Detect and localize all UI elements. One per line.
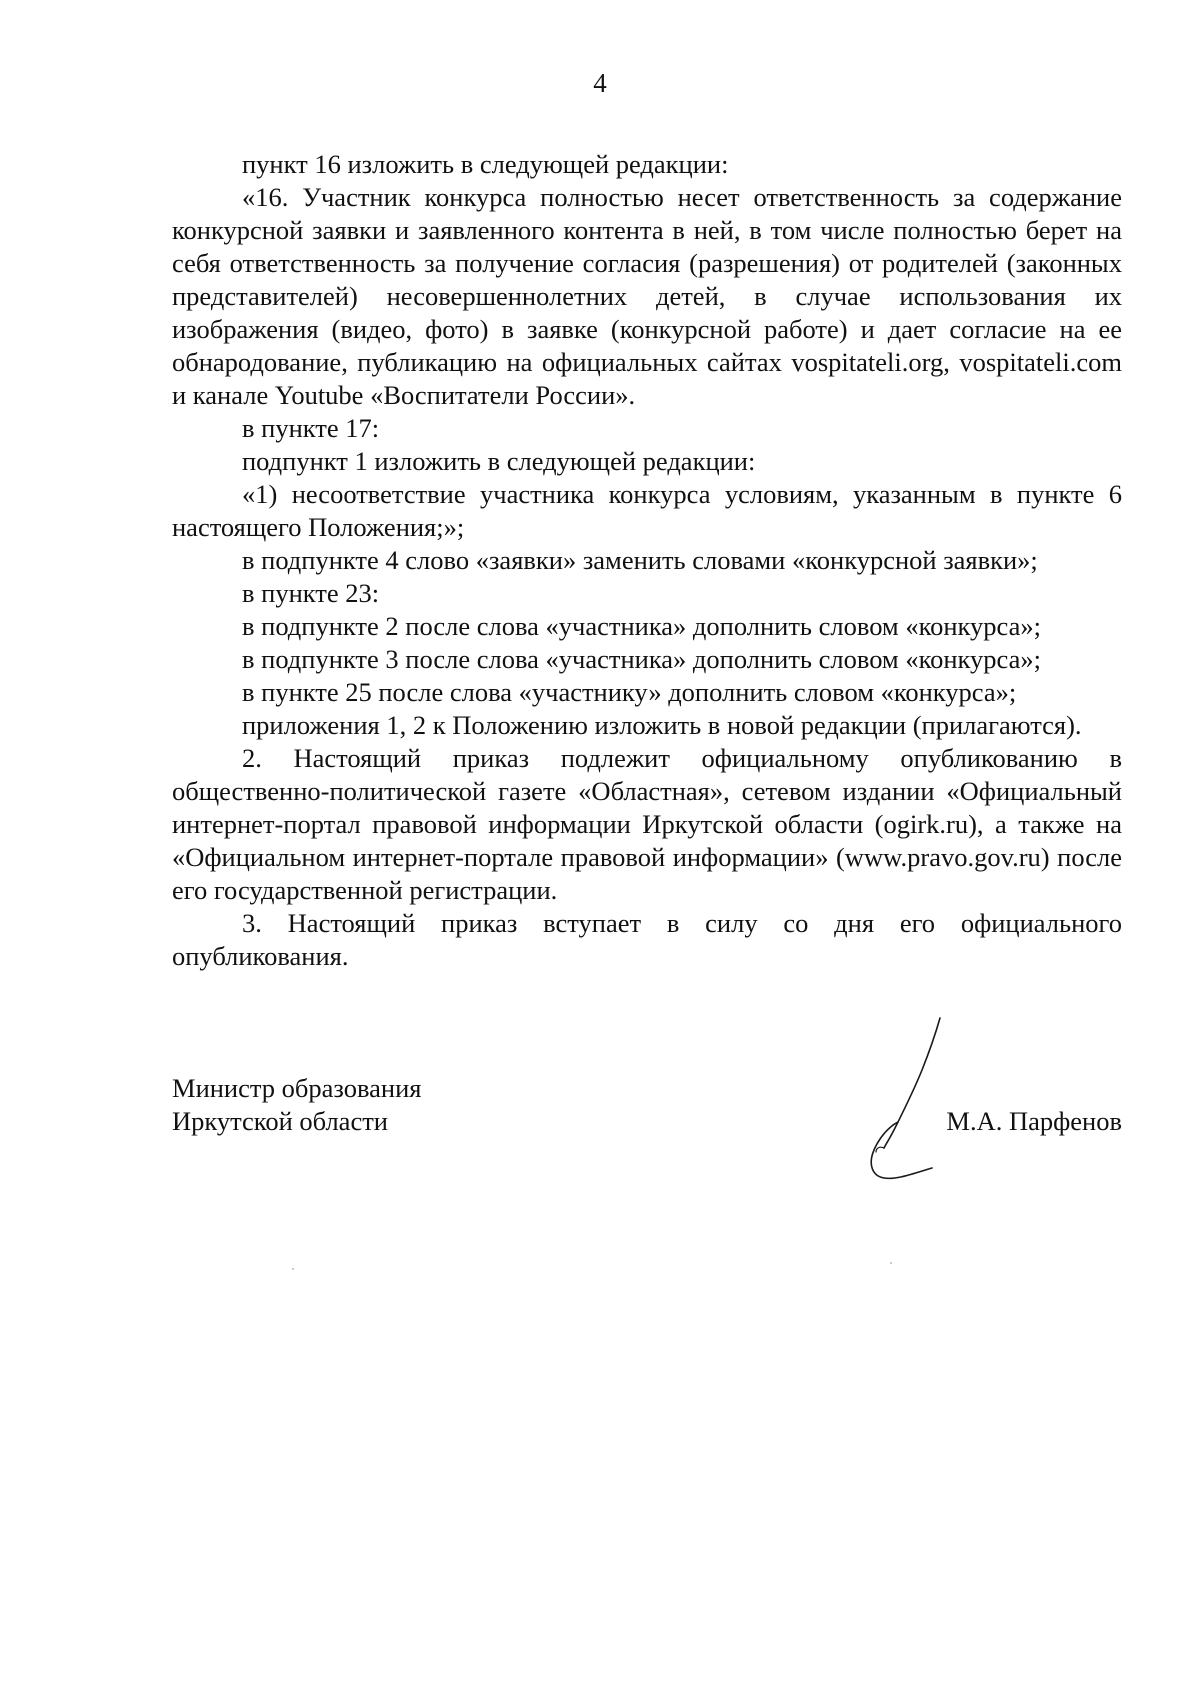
signer-name: М.А. Парфенов <box>946 1106 1122 1136</box>
paragraph-item23-intro: в пункте 23: <box>242 578 380 608</box>
paragraph-appendices: приложения 1, 2 к Положению изложить в новой редакции (прилагаются). <box>242 710 1082 740</box>
paragraph-item17-intro: в пункте 17: <box>242 413 380 443</box>
paragraph-publication: 2. Настоящий приказ подлежит официальному опубликованию в общественно-политической газете «Областная», сетевом издании «Официальный интернет-портал правовой информации Иркутской области (ogirk.ru), а также на «Официальном интернет-портале правовой информации» (www.pravo.gov.ru) после его государственной регистрации. <box>172 743 1122 905</box>
signature-block <box>172 1072 1122 1212</box>
handwritten-signature <box>840 1010 960 1190</box>
signer-title <box>172 1072 421 1138</box>
paragraph-subitem1-intro: подпункт 1 изложить в следующей редакции: <box>242 446 756 476</box>
paragraph-subitem3-change: в подпункте 3 после слова «участника» дополнить словом «конкурса»; <box>242 644 1041 674</box>
paragraph-item16-intro: пункт 16 изложить в следующей редакции: <box>242 149 729 179</box>
scan-speck <box>890 1262 892 1264</box>
paragraph-effective-date: 3. Настоящий приказ вступает в силу со дня его официального опубликования. <box>172 908 1122 971</box>
signer-title-line2: Иркутской области <box>172 1106 388 1136</box>
page-number: 4 <box>593 68 607 98</box>
scan-speck <box>292 1268 294 1270</box>
signer-title-line1: Министр образования <box>172 1073 422 1103</box>
paragraph-subitem4-change: в подпункте 4 слово «заявки» заменить словами «конкурсной заявки»; <box>242 545 1038 575</box>
paragraph-subitem1-text: «1) несоответствие участника конкурса условиям, указанным в пункте 6 настоящего Положения;»; <box>172 479 1122 542</box>
paragraph-subitem2-change: в подпункте 2 после слова «участника» дополнить словом «конкурса»; <box>242 611 1041 641</box>
paragraph-item25-change: в пункте 25 после слова «участнику» дополнить словом «конкурса»; <box>242 677 1017 707</box>
document-body <box>172 148 1122 973</box>
paragraph-item16-text: «16. Участник конкурса полностью несет ответственность за содержание конкурсной заявки и заявленного контента в ней, в том числе полностью берет на себя ответственность за получение согласия (разрешения) от родителей (законных представителей) несовершеннолетних детей, в случае использования их изображения (видео, фото) в заявке (конкурсной работе) и дает согласие на ее обнародование, публикацию на официальных сайтах vospitateli.org, vospitateli.com и канале Youtube «Воспитатели России». <box>172 182 1122 410</box>
